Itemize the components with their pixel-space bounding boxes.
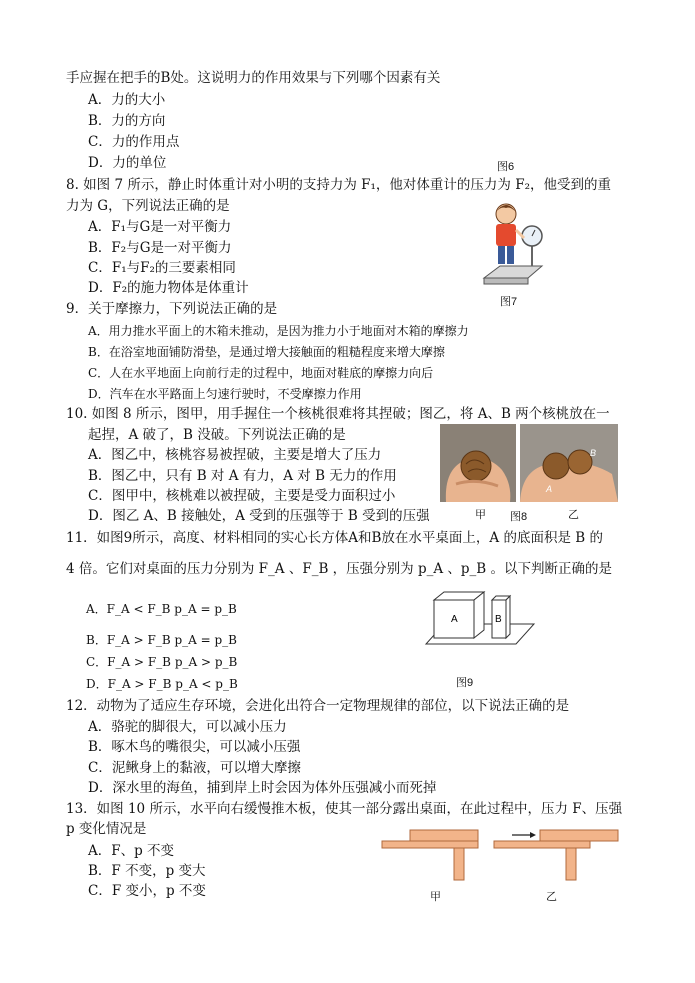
q8-option-a: A．F₁与G是一对平衡力 xyxy=(88,219,232,235)
fig10-yi xyxy=(492,826,620,882)
q11-stem-line2: 4 倍。它们对桌面的压力分别为 F_A 、F_B ，压强分别为 p_A 、p_B 。以下判断正确的是 xyxy=(66,561,612,577)
box-a-label: A xyxy=(451,614,458,625)
box-b-label: B xyxy=(495,614,502,625)
q11-stem-line1: 11．如图9所示，高度、材料相同的实心长方体A和B放在水平桌面上，A 的底面积是 B 的 xyxy=(66,530,603,546)
q11-option-d: D．F_A > F_B p_A < p_B xyxy=(86,677,238,691)
fig10-label-yi: 乙 xyxy=(546,891,557,903)
fig9-caption: 图9 xyxy=(456,677,474,689)
q13-stem-line1: 13．如图 10 所示，水平向右缓慢推木板，使其一部分露出桌面，在此过程中，压力 F、压强 xyxy=(66,801,623,817)
q10-option-c: C．图甲中，核桃难以被捏破，主要是受力面积过小 xyxy=(88,488,396,504)
fig8-caption: 图8 xyxy=(510,511,528,523)
q12-option-a: A．骆驼的脚很大，可以减小压力 xyxy=(88,719,287,735)
q12-option-c: C．泥鳅身上的黏液，可以增大摩擦 xyxy=(88,760,301,776)
q11-option-c: C．F_A > F_B p_A > p_B xyxy=(86,655,238,669)
q8-option-d: D．F₂的施力物体是体重计 xyxy=(88,280,249,296)
fig7-caption: 图7 xyxy=(500,296,518,308)
q8-option-c: C．F₁与F₂的三要素相同 xyxy=(88,260,236,276)
q8-option-b: B．F₂与G是一对平衡力 xyxy=(88,240,232,256)
q7-option-c: C．力的作用点 xyxy=(88,134,180,150)
q10-option-b: B．图乙中，只有 B 对 A 有力，A 对 B 无力的作用 xyxy=(88,468,397,484)
q10-option-a: A．图乙中，核桃容易被捏破，主要是增大了压力 xyxy=(88,447,382,463)
walnut-label-b: B xyxy=(590,448,597,458)
fig10-label-jia: 甲 xyxy=(430,891,441,903)
q9-option-c: C．人在水平地面上向前行走的过程中，地面对鞋底的摩擦力向后 xyxy=(88,366,434,380)
fig8-label-yi: 乙 xyxy=(568,509,579,521)
q7-stem-cont: 手应握在把手的B处。这说明力的作用效果与下列哪个因素有关 xyxy=(66,70,441,86)
q9-option-d: D．汽车在水平路面上匀速行驶时，不受摩擦力作用 xyxy=(88,387,362,401)
fig8-label-jia: 甲 xyxy=(475,509,486,521)
q9-stem: 9．关于摩擦力，下列说法正确的是 xyxy=(66,301,278,317)
fig6-caption: 图6 xyxy=(497,161,515,173)
q11-option-b: B．F_A > F_B p_A = p_B xyxy=(86,633,237,647)
fig9-boxes xyxy=(420,588,540,648)
fig8-photo-jia xyxy=(440,424,516,502)
fig7-boy-on-scale xyxy=(480,196,550,292)
fig8-photo-yi xyxy=(520,424,618,502)
q13-option-b: B．F 不变，p 变大 xyxy=(88,863,206,879)
q10-stem-line2: 起捏，A 破了，B 没破。下列说法正确的是 xyxy=(88,427,346,443)
q11-option-a: A．F_A < F_B p_A = p_B xyxy=(86,602,237,616)
q13-option-c: C．F 变小，p 不变 xyxy=(88,883,206,899)
q9-option-a: A．用力推水平面上的木箱未推动，是因为推力小于地面对木箱的摩擦力 xyxy=(88,324,469,338)
q10-stem-line1: 10. 如图 8 所示，图甲，用手握住一个核桃很难将其捏破；图乙，将 A、B 两个核桃放在一 xyxy=(66,406,610,422)
q12-stem: 12．动物为了适应生存环境，会进化出符合一定物理规律的部位，以下说法正确的是 xyxy=(66,698,570,714)
q8-stem-line2: 力为 G，下列说法正确的是 xyxy=(66,198,230,214)
q9-option-b: B．在浴室地面铺防滑垫，是通过增大接触面的粗糙程度来增大摩擦 xyxy=(88,345,445,359)
q12-option-b: B．啄木鸟的嘴很尖，可以减小压强 xyxy=(88,739,301,755)
q12-option-d: D．深水里的海鱼，捕到岸上时会因为体外压强减小而死掉 xyxy=(88,780,437,796)
q8-stem-line1: 8. 如图 7 所示，静止时体重计对小明的支持力为 F₁，他对体重计的压力为 F₂，他受到的重 xyxy=(66,177,611,193)
q7-option-d: D．力的单位 xyxy=(88,155,167,171)
q10-option-d: D．图乙 A、B 接触处，A 受到的压强等于 B 受到的压强 xyxy=(88,508,430,524)
fig10-jia xyxy=(380,826,480,882)
q13-option-a: A．F、p 不变 xyxy=(88,843,175,859)
walnut-label-a: A xyxy=(546,484,553,494)
q13-stem-line2: p 变化情况是 xyxy=(66,821,147,837)
q7-option-b: B．力的方向 xyxy=(88,113,166,129)
q7-option-a: A．力的大小 xyxy=(88,92,166,108)
